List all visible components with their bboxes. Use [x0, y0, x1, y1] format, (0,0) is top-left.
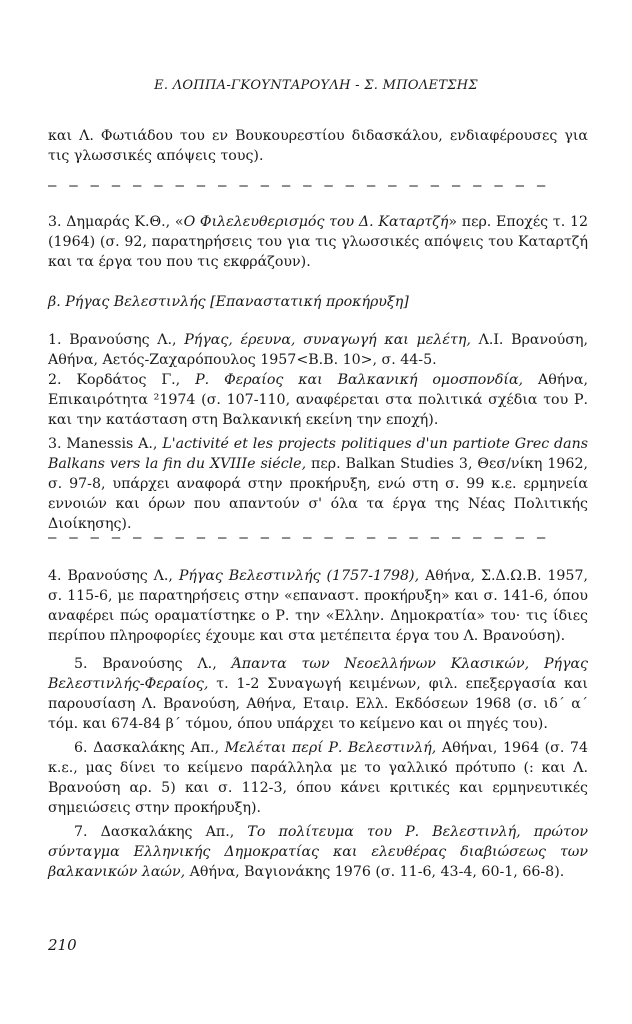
entry-title: Το πολίτευμα του Ρ. Βελεστινλή, πρώτον σύνταγμα Ελληνικής Δημοκρατίας και ελευθέρας διαβιώσεως των βαλκανικών λαών,: [48, 824, 588, 880]
entry-prefix: 3. Δημαράς Κ.Θ., «: [48, 214, 184, 230]
intro-paragraph: και Λ. Φωτιάδου του εν Βουκουρεστίου διδασκάλου, ενδιαφέρουσες για τις γλωσσικές απόψεις τους).: [48, 128, 588, 164]
entry-title: Ρ. Φεραίος και Βαλκανική ομοσπονδία,: [195, 372, 524, 388]
entry-details: Λ.Ι. Βρανούση, Αθήνα, Αετός-Ζαχαρόπουλος 1957<Β.Β. 10>, σ. 44-5.: [48, 332, 588, 368]
entry-details: περ. Balkan Studies 3, Θεσ/νίκη 1962, σ. 97-8, υπάρχει αναφορά στην προκήρυξη, ενώ στη σ. 99 κ.ε. ερμηνεία εννοιών και όρων που απαντούν σ' όλα τα έργα της Νέας Πολιτικής Διοίκησης).: [48, 456, 588, 532]
entry-prefix: 3. Manessis A.,: [48, 436, 163, 452]
separator-line: — — — — — — — — — — — — — — — — — — — — — — — —: [48, 530, 548, 546]
entry-b3: [48, 434, 588, 534]
entry-details: Αθήνα, Βαγιονάκης 1976 (σ. 11-6, 43-4, 60-1, 66-8).: [185, 864, 565, 880]
entry-prefix: 7. Δασκαλάκης Απ.,: [74, 824, 248, 840]
section-heading-b: β. Ρήγας Βελεστινλής [Επαναστατική προκήρυξη]: [48, 294, 409, 310]
entry-title: Μελέται περί Ρ. Βελεστινλή,: [224, 740, 437, 756]
page-number: 210: [48, 936, 77, 954]
entry-prefix: 1. Βρανούσης Λ.,: [48, 332, 185, 348]
entry-prefix: 2. Κορδάτος Γ.,: [48, 372, 196, 388]
entry-title: Ο Φιλελευθερισμός του Δ. Καταρτζή: [183, 214, 449, 230]
entry-4: [48, 566, 588, 646]
entry-b1: [48, 330, 588, 370]
running-header: Ε. ΛΟΠΠΑ-ΓΚΟΥΝΤΑΡΟΥΛΗ - Σ. ΜΠΟΛΕΤΣΗΣ: [154, 78, 478, 93]
entry-prefix: 4. Βρανούσης Λ.,: [48, 568, 179, 584]
entry-title: Ρήγας Βελεστινλής (1757-1798),: [178, 568, 420, 584]
entry-6: [48, 738, 588, 818]
entry-details: τ. 1-2 Συναγωγή κειμένων, φιλ. επεξεργασία και παρουσίαση Λ. Βρανούση, Αθήνα, Εταιρ. Ελλ. Εκδόσεων 1968 (σ. ιδ΄ α΄ τόμ. και 674-84 β΄ τόμου, όπου υπάρχει το κείμενο και οι πηγές του).: [48, 676, 588, 732]
entry-details: Αθήναι, 1964 (σ. 74 κ.ε., μας δίνει το κείμενο παράλληλα με το γαλλικό πρότυπο (: και Λ. Βρανούση αρ. 5) και σ. 112-3, όπου κάνει κριτικές και ερμηνευτικές σημειώσεις στην προκήρυξη).: [48, 740, 588, 816]
entry-title: L'activité et les projects politiques d'un partiote Grec dans Balkans vers la fin du XVIIIe siécle,: [48, 436, 589, 472]
entry-title: Άπαντα των Νεοελλήνων Κλασικών, Ρήγας Βελεστινλής-Φεραίος,: [48, 656, 589, 692]
entry-dimaras: [48, 212, 588, 272]
entry-prefix: 5. Βρανούσης Λ.,: [74, 656, 232, 672]
entry-5: [48, 654, 588, 734]
entry-details: Αθήνα, Σ.Δ.Ω.Β. 1957, σ. 115-6, με παρατηρήσεις στην «επαναστ. προκήρυξη» και σ. 141-6, όπου αναφέρει πώς οραματίστηκε ο Ρ. την «Ελλην. Δημοκρατία» του· τις ίδιες περίπου πληροφορίες έχουμε και στα μετέπειτα έργα του Λ. Βρανούση).: [48, 568, 588, 644]
entry-prefix: 6. Δασκαλάκης Απ.,: [74, 740, 225, 756]
entry-title: Ρήγας, έρευνα, συναγωγή και μελέτη,: [184, 332, 471, 348]
entry-details: Αθήνα, Επικαιρότητα ²1974 (σ. 107-110, αναφέρεται στα πολιτικά σχέδια του Ρ. και την κατάσταση στη Βαλκανική εκείνη την εποχή).: [48, 372, 589, 428]
entry-7: [48, 822, 588, 882]
separator-line: — — — — — — — — — — — — — — — — — — — — — — — —: [48, 178, 548, 194]
entry-b2: [48, 370, 588, 430]
entry-details: » περ. Εποχές τ. 12 (1964) (σ. 92, παρατηρήσεις του για τις γλωσσικές απόψεις του Καταρτζή και τα έργα του που τις εκφράζουν).: [48, 214, 588, 270]
